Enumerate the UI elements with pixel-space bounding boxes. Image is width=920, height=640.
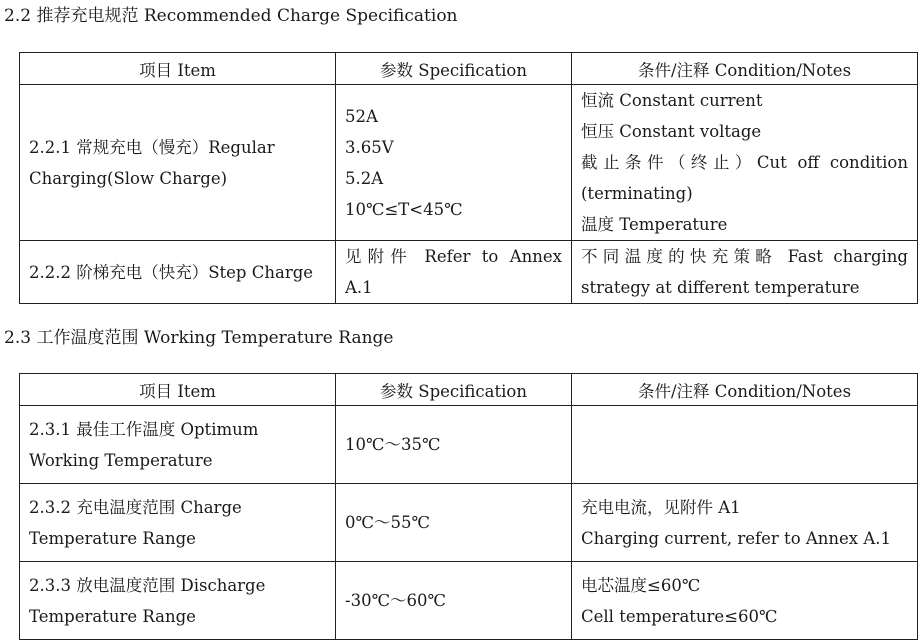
note-line: 充电电流，见附件 A1 (581, 497, 741, 517)
item-line: 2.3.3 放电温度范围 Discharge (29, 575, 266, 595)
item-line: 2.3.2 充电温度范围 Charge (29, 497, 242, 517)
row-notes (572, 484, 918, 562)
table-row (20, 406, 918, 484)
note-line: 温度 Temperature (581, 215, 728, 234)
note-line: strategy at different temperature (581, 278, 860, 297)
header-specification: 参数 Specification (336, 374, 572, 406)
item-line: 2.3.1 最佳工作温度 Optimum (29, 419, 259, 439)
note-line: 恒压 Constant voltage (581, 122, 762, 141)
section-title-temperature: 2.3 工作温度范围 Working Temperature Range (4, 328, 394, 348)
table-row (20, 241, 918, 304)
temperature-range-table (19, 373, 918, 640)
charge-spec-table (19, 52, 918, 304)
section-title-charge: 2.2 推荐充电规范 Recommended Charge Specification (4, 6, 458, 26)
header-notes: 条件/注释 Condition/Notes (572, 53, 918, 85)
row-notes (572, 241, 918, 304)
table-header-row (20, 374, 918, 406)
table-header-row (20, 53, 918, 85)
spec-value: 3.65V (345, 137, 394, 157)
header-item: 项目 Item (20, 374, 336, 406)
note-line: Charging current, refer to Annex A.1 (581, 528, 892, 548)
spec-value: -30℃～60℃ (345, 591, 446, 610)
row-notes (572, 85, 918, 241)
row-item: 2.2.2 阶梯充电（快充）Step Charge (20, 241, 336, 304)
spec-value: 52A (345, 106, 378, 126)
note-line: 恒流 Constant current (581, 91, 763, 110)
note-line: 电芯温度≤60℃ (581, 575, 701, 595)
row-spec (336, 241, 572, 304)
note-line: (terminating) (581, 184, 693, 203)
row-item: 2.2.1 常规充电（慢充）Regular Charging(Slow Charge) (20, 85, 336, 241)
spec-value: 0℃～55℃ (345, 513, 430, 532)
spec-value: 10℃≤T<45℃ (345, 199, 463, 219)
item-line: Temperature Range (29, 528, 196, 548)
spec-value: A.1 (345, 278, 373, 297)
row-item (20, 484, 336, 562)
spec-value: 10℃～35℃ (345, 435, 441, 454)
note-line: 截止条件（终止）Cut off condition (581, 153, 908, 172)
note-line: 不同温度的快充策略 Fast charging (581, 247, 908, 266)
table-row (20, 484, 918, 562)
table-row (20, 562, 918, 640)
header-item: 项目 Item (20, 53, 336, 85)
item-line: Working Temperature (29, 450, 213, 470)
item-line: Temperature Range (29, 606, 196, 626)
note-line: Cell temperature≤60℃ (581, 606, 778, 626)
row-item (20, 562, 336, 640)
row-notes (572, 562, 918, 640)
row-item (20, 406, 336, 484)
header-specification: 参数 Specification (336, 53, 572, 85)
spec-value: 见附件 Refer to Annex (345, 247, 562, 266)
header-notes: 条件/注释 Condition/Notes (572, 374, 918, 406)
row-notes (572, 406, 918, 484)
row-spec (336, 85, 572, 241)
row-spec (336, 484, 572, 562)
table-row (20, 85, 918, 241)
row-spec (336, 406, 572, 484)
row-spec (336, 562, 572, 640)
spec-value: 5.2A (345, 168, 384, 188)
